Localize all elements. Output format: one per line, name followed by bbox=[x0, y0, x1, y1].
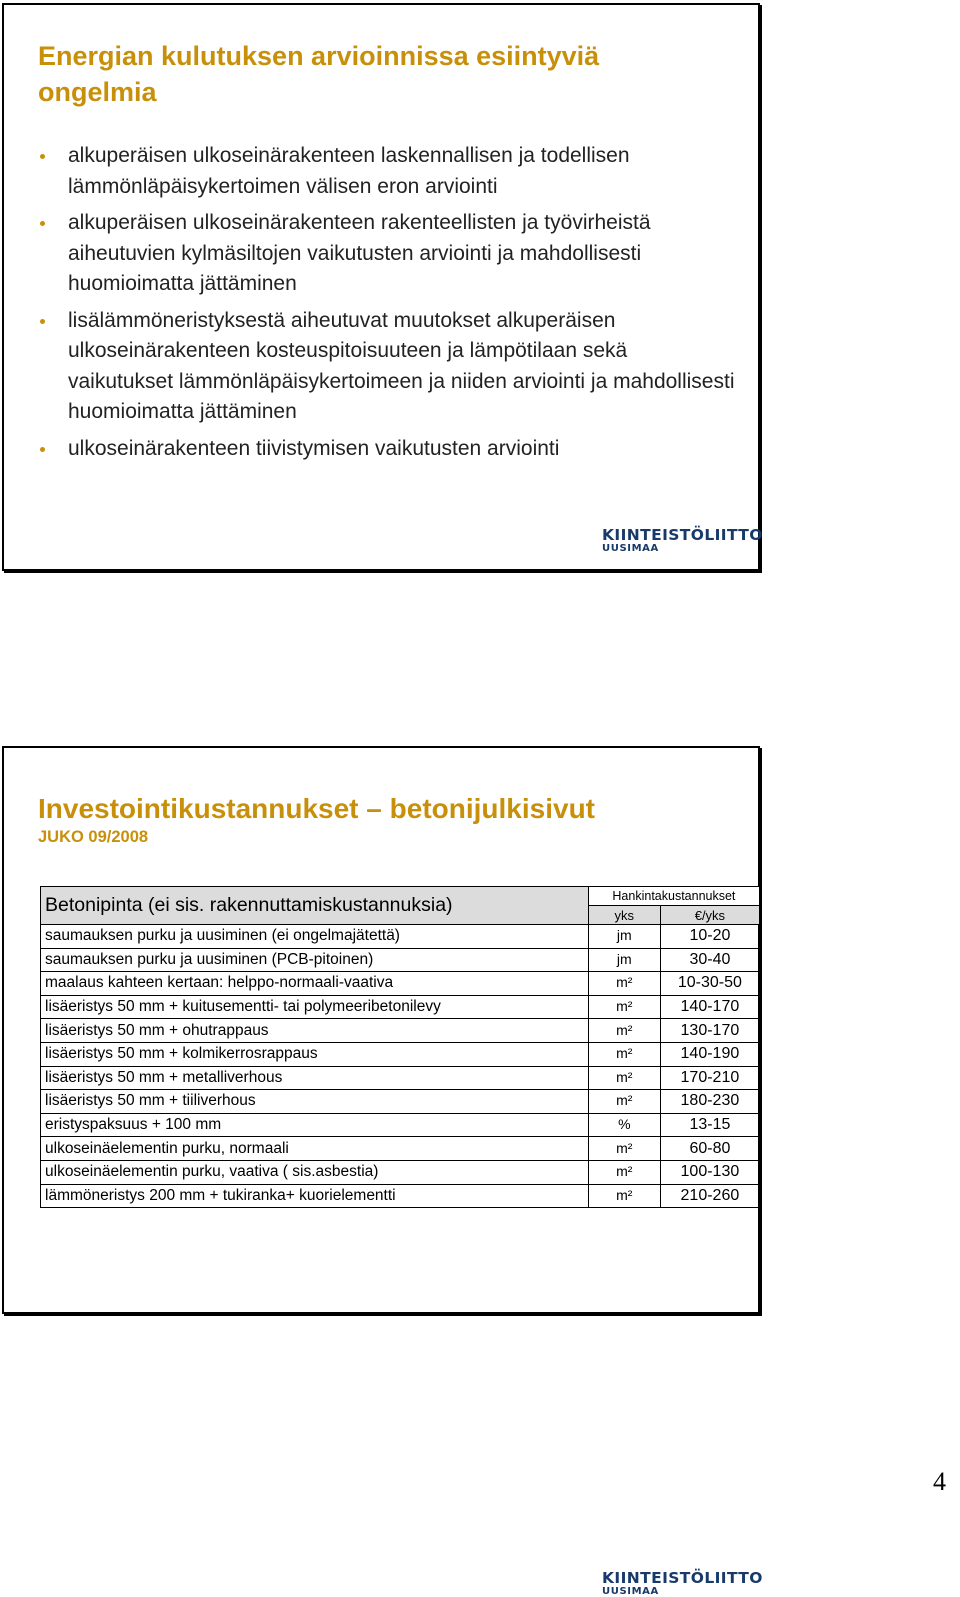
table-row bbox=[41, 1137, 760, 1161]
table-row bbox=[41, 1113, 760, 1137]
row-description: lisäeristys 50 mm + kolmikerrosrappaus bbox=[41, 1042, 589, 1066]
slide-subtitle: JUKO 09/2008 bbox=[38, 828, 149, 846]
table-row bbox=[41, 1066, 760, 1090]
bullet-dot-icon bbox=[40, 447, 45, 452]
row-unit: m² bbox=[588, 1160, 660, 1184]
logo-sub-text: UUSIMAA bbox=[602, 543, 659, 554]
row-price: 170-210 bbox=[660, 1066, 759, 1090]
row-description: lisäeristys 50 mm + tiiliverhous bbox=[41, 1090, 589, 1114]
bullet-dot-icon bbox=[40, 319, 45, 324]
bullet-dot-icon bbox=[40, 154, 45, 159]
bullet-item: lisälämmöneristyksestä aiheutuvat muutokset alkuperäisen ulkoseinärakenteen kosteuspitoisuuteen ja lämpötilaan sekä vaikutukset lämmönläpäisykertoimeen ja niiden arviointi ja mahdollisesti huomioimatta jättäminen bbox=[38, 306, 738, 428]
row-description: ulkoseinäelementin purku, vaativa ( sis.asbestia) bbox=[41, 1160, 589, 1184]
kiinteistoliitto-logo bbox=[602, 1569, 763, 1597]
row-description: lisäeristys 50 mm + ohutrappaus bbox=[41, 1019, 589, 1043]
table-row bbox=[41, 925, 760, 949]
table-header-price: €/yks bbox=[660, 906, 759, 925]
bullet-item: ulkoseinärakenteen tiivistymisen vaikutusten arviointi bbox=[38, 434, 738, 465]
table-row bbox=[41, 1160, 760, 1184]
table-row bbox=[41, 972, 760, 996]
table-header-unit: yks bbox=[588, 906, 660, 925]
slide-investment-costs bbox=[2, 746, 763, 1597]
row-price: 210-260 bbox=[660, 1184, 759, 1208]
row-price: 10-30-50 bbox=[660, 972, 759, 996]
table-row bbox=[41, 995, 760, 1019]
row-price: 180-230 bbox=[660, 1090, 759, 1114]
row-price: 140-170 bbox=[660, 995, 759, 1019]
row-unit: jm bbox=[588, 925, 660, 949]
row-unit: m² bbox=[588, 1137, 660, 1161]
row-description: maalaus kahteen kertaan: helppo-normaali-vaativa bbox=[41, 972, 589, 996]
logo-main-text: KIINTEISTÖLIITTO bbox=[602, 1569, 763, 1587]
bullet-list bbox=[38, 141, 738, 470]
slide-title: Investointikustannukset – betonijulkisivut bbox=[38, 793, 595, 824]
row-description: ulkoseinäelementin purku, normaali bbox=[41, 1137, 589, 1161]
table-row bbox=[41, 1184, 760, 1208]
row-description: saumauksen purku ja uusiminen (PCB-pitoinen) bbox=[41, 948, 589, 972]
row-description: lisäeristys 50 mm + kuitusementti- tai polymeeribetonilevy bbox=[41, 995, 589, 1019]
row-unit: % bbox=[588, 1113, 660, 1137]
row-price: 10-20 bbox=[660, 925, 759, 949]
bullet-item: alkuperäisen ulkoseinärakenteen rakenteellisten ja työvirheistä aiheutuvien kylmäsiltojen vaikutusten arviointi ja mahdollisesti huomioimatta jättäminen bbox=[38, 208, 738, 300]
row-unit: m² bbox=[588, 995, 660, 1019]
row-price: 130-170 bbox=[660, 1019, 759, 1043]
table-row bbox=[41, 1042, 760, 1066]
row-description: eristyspaksuus + 100 mm bbox=[41, 1113, 589, 1137]
row-price: 140-190 bbox=[660, 1042, 759, 1066]
logo-sub-text: UUSIMAA bbox=[602, 1586, 659, 1597]
slide-title: Energian kulutuksen arvioinnissa esiintyviä ongelmia bbox=[38, 41, 600, 107]
table-header-description: Betonipinta (ei sis. rakennuttamiskustannuksia) bbox=[41, 887, 589, 925]
logo-main-text: KIINTEISTÖLIITTO bbox=[602, 526, 763, 544]
row-description: saumauksen purku ja uusiminen (ei ongelmajätettä) bbox=[41, 925, 589, 949]
table-header-group: Hankintakustannukset bbox=[588, 887, 759, 906]
cost-table bbox=[40, 886, 760, 1208]
table-row bbox=[41, 1090, 760, 1114]
row-unit: jm bbox=[588, 948, 660, 972]
row-unit: m² bbox=[588, 1066, 660, 1090]
row-description: lämmöneristys 200 mm + tukiranka+ kuorielementti bbox=[41, 1184, 589, 1208]
row-description: lisäeristys 50 mm + metalliverhous bbox=[41, 1066, 589, 1090]
slide-energy-problems bbox=[2, 3, 763, 571]
row-unit: m² bbox=[588, 972, 660, 996]
row-price: 13-15 bbox=[660, 1113, 759, 1137]
row-price: 30-40 bbox=[660, 948, 759, 972]
bullet-dot-icon bbox=[40, 221, 45, 226]
row-unit: m² bbox=[588, 1019, 660, 1043]
kiinteistoliitto-logo bbox=[602, 526, 763, 554]
bullet-item: alkuperäisen ulkoseinärakenteen laskennallisen ja todellisen lämmönläpäisykertoimen välisen eron arviointi bbox=[38, 141, 738, 202]
table-row bbox=[41, 948, 760, 972]
row-price: 100-130 bbox=[660, 1160, 759, 1184]
row-unit: m² bbox=[588, 1042, 660, 1066]
page-number: 4 bbox=[933, 1467, 946, 1496]
table-header-row bbox=[41, 887, 760, 906]
table-row bbox=[41, 1019, 760, 1043]
row-unit: m² bbox=[588, 1090, 660, 1114]
row-price: 60-80 bbox=[660, 1137, 759, 1161]
row-unit: m² bbox=[588, 1184, 660, 1208]
